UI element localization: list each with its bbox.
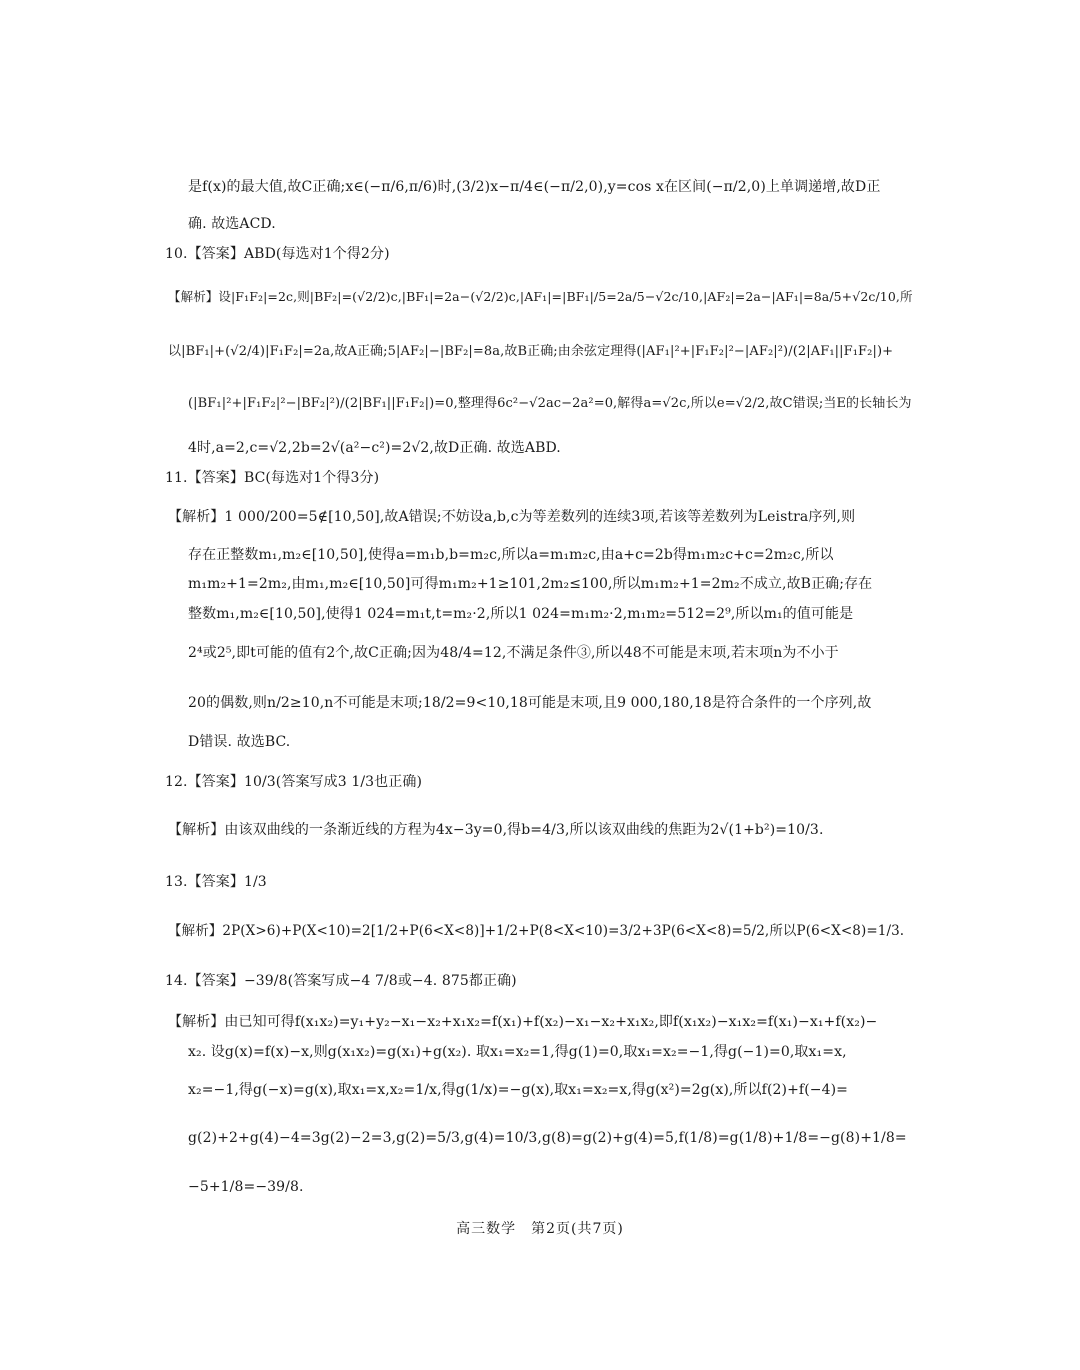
text-line: 2⁴或2⁵,即t可能的值有2个,故C正确;因为48/4=12,不满足条件③,所以48不可能是末项,若末项n为不小于 bbox=[188, 645, 839, 661]
text-line: 以|BF₁|+(√2/4)|F₁F₂|=2a,故A正确;5|AF₂|−|BF₂|=8a,故B正确;由余弦定理得(|AF₁|²+|F₁F₂|²−|AF₂|²)/(2|AF₁||F₁F₂|)+ bbox=[168, 344, 894, 359]
text-line: 是f(x)的最大值,故C正确;x∈(−π/6,π/6)时,(3/2)x−π/4∈(−π/2,0),y=cos x在区间(−π/2,0)上单调递增,故D正 bbox=[188, 179, 881, 195]
answer-heading: 12.【答案】10/3(答案写成3 1/3也正确) bbox=[165, 774, 423, 790]
text-line: 确. 故选ACD. bbox=[188, 216, 276, 232]
text-line: D错误. 故选BC. bbox=[188, 734, 291, 750]
answer-heading: 13.【答案】1/3 bbox=[165, 874, 267, 890]
text-line: 【解析】2P(X>6)+P(X<10)=2[1/2+P(6<X<8)]+1/2+P(8<X<10)=3/2+3P(6<X<8)=5/2,所以P(6<X<8)=1/3. bbox=[168, 923, 905, 939]
text-line: 【解析】由该双曲线的一条渐近线的方程为4x−3y=0,得b=4/3,所以该双曲线的焦距为2√(1+b²)=10/3. bbox=[168, 822, 824, 838]
text-line: 【解析】1 000/200=5∉[10,50],故A错误;不妨设a,b,c为等差数列的连续3项,若该等差数列为Leistra序列,则 bbox=[168, 509, 856, 525]
page-footer: 高三数学 第2页(共7页) bbox=[456, 1221, 624, 1237]
answer-heading: 14.【答案】−39/8(答案写成−4 7/8或−4. 875都正确) bbox=[165, 973, 517, 989]
text-line: 整数m₁,m₂∈[10,50],使得1 024=m₁t,t=m₂·2,所以1 024=m₁m₂·2,m₁m₂=512=2⁹,所以m₁的值可能是 bbox=[188, 606, 854, 622]
text-line: 4时,a=2,c=√2,2b=2√(a²−c²)=2√2,故D正确. 故选ABD. bbox=[188, 440, 561, 456]
text-line: 20的偶数,则n/2≥10,n不可能是末项;18/2=9<10,18可能是末项,且9 000,180,18是符合条件的一个序列,故 bbox=[188, 695, 872, 711]
text-line: x₂. 设g(x)=f(x)−x,则g(x₁x₂)=g(x₁)+g(x₂). 取x₁=x₂=1,得g(1)=0,取x₁=x₂=−1,得g(−1)=0,取x₁=x, bbox=[188, 1044, 847, 1060]
text-line: g(2)+2+g(4)−4=3g(2)−2=3,g(2)=5/3,g(4)=10/3,g(8)=g(2)+g(4)=5,f(1/8)=g(1/8)+1/8=−g(8)+1/8= bbox=[188, 1130, 907, 1146]
text-line: (|BF₁|²+|F₁F₂|²−|BF₂|²)/(2|BF₁||F₁F₂|)=0,整理得6c²−√2ac−2a²=0,解得a=√2c,所以e=√2/2,故C错误;当E的长轴长为 bbox=[188, 396, 912, 411]
answer-heading: 10.【答案】ABD(每选对1个得2分) bbox=[165, 246, 390, 262]
text-line: −5+1/8=−39/8. bbox=[188, 1179, 304, 1195]
text-line: m₁m₂+1=2m₂,由m₁,m₂∈[10,50]可得m₁m₂+1≥101,2m₂≤100,所以m₁m₂+1=2m₂不成立,故B正确;存在 bbox=[188, 576, 873, 592]
text-line: 【解析】由已知可得f(x₁x₂)=y₁+y₂−x₁−x₂+x₁x₂=f(x₁)+f(x₂)−x₁−x₂+x₁x₂,即f(x₁x₂)−x₁x₂=f(x₁)−x₁+f(x₂)− bbox=[168, 1014, 878, 1030]
text-line: x₂=−1,得g(−x)=g(x),取x₁=x,x₂=1/x,得g(1/x)=−g(x),取x₁=x₂=x,得g(x²)=2g(x),所以f(2)+f(−4)= bbox=[188, 1082, 848, 1098]
text-line: 存在正整数m₁,m₂∈[10,50],使得a=m₁b,b=m₂c,所以a=m₁m₂c,由a+c=2b得m₁m₂c+c=2m₂c,所以 bbox=[188, 547, 834, 563]
text-line: 【解析】设|F₁F₂|=2c,则|BF₂|=(√2/2)c,|BF₁|=2a−(√2/2)c,|AF₁|=|BF₁|/5=2a/5−√2c/10,|AF₂|=2a−|AF₁|=8a/5+√2c/10,所 bbox=[168, 289, 913, 304]
answer-heading: 11.【答案】BC(每选对1个得3分) bbox=[165, 470, 380, 486]
